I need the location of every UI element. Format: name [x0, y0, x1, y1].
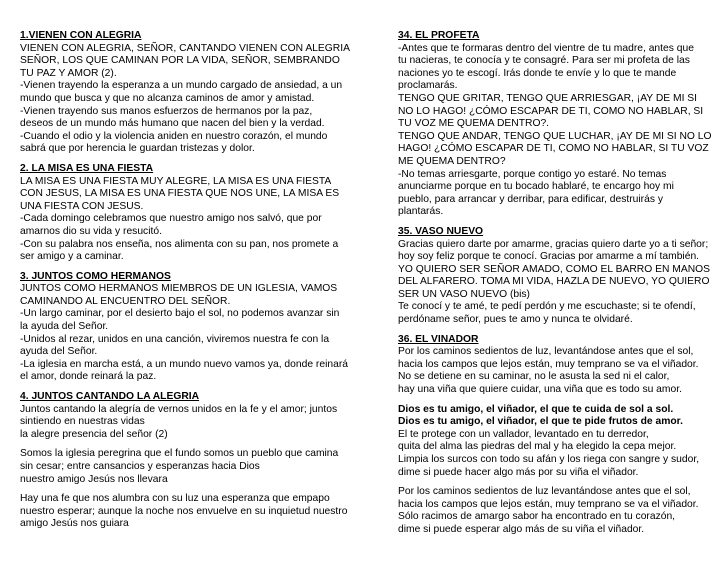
song-line: CAMINANDO AL ENCUENTRO DEL SEÑOR.	[20, 295, 231, 307]
song-block	[20, 271, 348, 384]
song-line: NO LO HAGO! ¿CÓMO ESCAPAR DE TI, COMO NO HABLAR, SI	[398, 105, 704, 117]
song-line: HAGO! ¿CÓMO ESCAPAR DE TI, COMO NO HABLAR, SI TU VOZ	[398, 143, 709, 155]
song-line: hay una viña que quiere cuidar, una viña que es todo su amor.	[398, 384, 682, 396]
song-line: Hay una fe que nos alumbra con su luz una esperanza que empapo	[20, 493, 330, 505]
song-line: -Cada domingo celebramos que nuestro amigo nos salvó, que por	[20, 213, 322, 225]
song-line: Dios es tu amigo, el viñador, el que te cuida de sol a sol.	[398, 403, 674, 415]
song-line: hoy soy feliz porque te conocí. Gracias por amarme a mí también.	[398, 251, 700, 263]
song-title: 2. LA MISA ES UNA FIESTA	[20, 162, 154, 174]
stanza-gap	[20, 486, 348, 493]
song-line: TENGO QUE GRITAR, TENGO QUE ARRIESGAR, ¡AY DE MI SI	[398, 92, 698, 104]
song-line: LA MISA ES UNA FIESTA MUY ALEGRE, LA MISA ES UNA FIESTA	[20, 175, 332, 187]
song-line: -Un largo caminar, por el desierto bajo el sol, no podemos avanzar sin	[20, 308, 340, 320]
song-line: El te protege con un vallador, levantado en tu derredor,	[398, 428, 649, 440]
song-line: ayuda del Señor.	[20, 346, 98, 358]
stanza-gap	[20, 441, 348, 448]
song-line: -Vienen trayendo sus manos esfuerzos de hermanos por la paz,	[20, 105, 313, 117]
song-block	[20, 391, 348, 531]
song-line: Por los caminos sedientos de luz levantándose antes que el sol,	[398, 486, 691, 498]
song-line: plantarás.	[398, 206, 444, 218]
song-line: la alegre presencia del señor (2)	[20, 428, 168, 440]
song-line: Gracias quiero darte por amarme, gracias quiero darte yo a ti señor;	[398, 238, 709, 250]
song-block	[20, 30, 348, 156]
song-line: Juntos cantando la alegría de vernos unidos en la fe y el amor; juntos	[20, 403, 338, 415]
song-line: quita del alma las piedras del mal y ha elegido la cepa mejor.	[398, 441, 677, 453]
song-line: CON JESUS, LA MISA ES UNA FIESTA QUE NOS UNE, LA MISA ES	[20, 188, 340, 200]
song-line: SER UN VASO NUEVO (bis)	[398, 288, 530, 300]
song-line: anunciarme porque en tu bocado hablaré, te encargo hoy mi	[398, 181, 674, 193]
song-line: -Con su palabra nos enseña, nos alimenta con su pan, nos promete a	[20, 238, 339, 250]
song-line: JUNTOS COMO HERMANOS MIEMBROS DE UN IGLESIA, VAMOS	[20, 283, 338, 295]
right-column	[398, 30, 714, 544]
song-line: nuestro amigo Jesús nos llevara	[20, 473, 168, 485]
song-block	[398, 226, 714, 327]
song-title: 1.VIENEN CON ALEGRIA	[20, 30, 142, 41]
song-line: Sólo racimos de amargo sabor ha encontrado en tu corazón,	[398, 511, 676, 523]
song-line: proclamarás.	[398, 80, 458, 92]
song-title: 4. JUNTOS CANTANDO LA ALEGRIA	[20, 391, 200, 403]
song-line: pueblo, para arrancar y derribar, para edificar, destruirás y	[398, 193, 663, 205]
song-line: Dios es tu amigo, el viñador, el que te pide frutos de amor.	[398, 416, 683, 428]
song-line: ser amigo y a caminar.	[20, 251, 124, 263]
song-line: dime si puede esperar algo más de su viña el viñador.	[398, 523, 645, 535]
song-line: nuestro esperar; aunque la noche nos envuelve en su inquietud nuestro	[20, 505, 348, 517]
song-line: -La iglesia en marcha está, a un mundo nuevo vamos ya, donde reinará	[20, 358, 348, 370]
song-line: -Unidos al rezar, unidos en una canción, viviremos nuestra fe con la	[20, 333, 330, 345]
song-title: 36. EL VINADOR	[398, 333, 479, 345]
song-line: -Antes que te formaras dentro del vientre de tu madre, antes que	[398, 42, 694, 54]
song-line: No se detiene en su caminar, no le asusta la sed ni el calor,	[398, 371, 670, 383]
song-line: VIENEN CON ALEGRIA, SEÑOR, CANTANDO VIENEN CON ALEGRIA	[20, 42, 350, 54]
song-line: -Cuando el odio y la violencia aniden en nuestro corazón, el mundo	[20, 130, 328, 142]
song-line: Te conocí y te amé, te pedí perdón y me escuchaste; si te ofendí,	[398, 301, 696, 313]
song-title: 35. VASO NUEVO	[398, 225, 484, 237]
song-line: dime si puede hacer algo más por su viña el viñador.	[398, 466, 639, 478]
stanza-gap	[398, 479, 714, 486]
song-line: TENGO QUE ANDAR, TENGO QUE LUCHAR, ¡AY DE MI SI NO LO	[398, 130, 712, 142]
song-line: -Vienen trayendo la esperanza a un mundo cargado de ansiedad, a un	[20, 80, 343, 92]
song-line: DEL ALFARERO. TOMA MI VIDA, HAZLA DE NUEVO, YO QUIERO	[398, 276, 710, 288]
song-line: sabrá que por herencia le guardan tristezas y dolor.	[20, 143, 255, 155]
left-column	[20, 30, 348, 538]
song-line: la ayuda del Señor.	[20, 321, 109, 333]
song-title: 3. JUNTOS COMO HERMANOS	[20, 270, 171, 282]
song-block	[20, 163, 348, 264]
song-line: amarnos dio su vida y resucitó.	[20, 225, 162, 237]
song-line: amigo Jesús nos guiara	[20, 518, 129, 530]
song-line: tu nacieras, te conocía y te consagré. Para ser mi profeta de las	[398, 55, 690, 67]
song-line: TU PAZ Y AMOR (2).	[20, 67, 117, 79]
song-line: Somos la iglesia peregrina que el fundo somos un pueblo que camina	[20, 448, 339, 460]
song-line: -No temas arriesgarte, porque contigo yo estaré. No temas	[398, 168, 667, 180]
song-line: sintiendo en nuestras vidas	[20, 416, 145, 428]
song-line: YO QUIERO SER SEÑOR AMADO, COMO EL BARRO EN MANOS	[398, 263, 711, 275]
stanza-gap	[398, 397, 714, 404]
song-line: hacia los campos que lejos están, muy temprano se va el viñador.	[398, 498, 699, 510]
song-line: perdóname señor, pues te amo y nunca te olvidaré.	[398, 314, 633, 326]
song-line: sin cesar; entre cansancios y esperanzas hacia Dios	[20, 461, 260, 472]
song-line: Por los caminos sedientos de luz, levantándose antes que el sol,	[398, 346, 694, 358]
song-line: deseos de un mundo más humano que nacen del bien y la verdad.	[20, 118, 325, 130]
song-line: el amor, donde reinará la paz.	[20, 371, 157, 383]
song-title: 34. EL PROFETA	[398, 30, 480, 41]
song-line: ME QUEMA DENTRO?	[398, 155, 506, 167]
song-line: SEÑOR, LOS QUE CAMINAN POR LA VIDA, SEÑOR, SEMBRANDO	[20, 55, 340, 67]
song-line: naciones yo te escogí. Irás donde te envíe y lo que te mande	[398, 67, 677, 79]
song-line: hacia los campos que lejos están, muy temprano se va el viñador.	[398, 358, 699, 370]
song-block	[398, 334, 714, 537]
song-line: mundo que busca y que no alcanza caminos de amor y amistad.	[20, 92, 315, 104]
song-block	[398, 30, 714, 219]
song-line: TU VOZ ME QUEMA DENTRO?.	[398, 118, 550, 130]
song-line: Limpia los surcos con todo su afán y los riega con sangre y sudor,	[398, 454, 700, 465]
song-line: UNA FIESTA CON JESUS.	[20, 200, 144, 212]
